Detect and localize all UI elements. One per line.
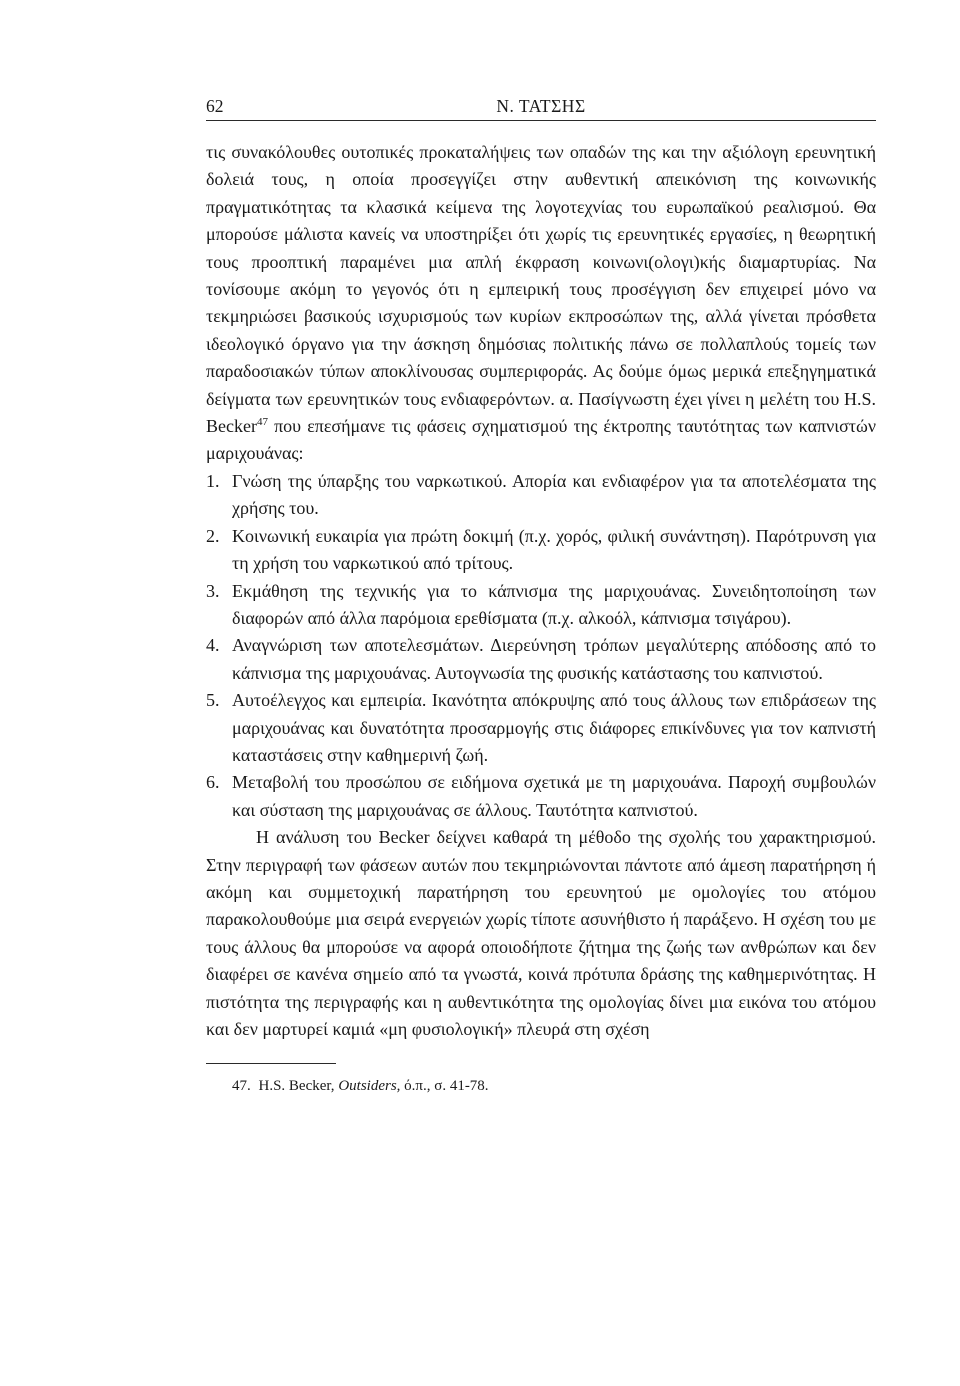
footnote-reference: 47 [256, 416, 268, 429]
page-number: 62 [206, 96, 224, 116]
paragraph-1-text: τις συνακόλουθες ουτοπικές προκαταλήψεις των οπαδών της και την αξιόλογη ερευνητική δολειά τους, η οποία προσεγγίζει στην αυθεντική απεικόνιση της κοινωνικής πραγματικότητας τα κλασικά κείμενα της λογοτεχνίας του ευρωπαϊκού ρεαλισμού. Θα μπορούσε μάλιστα κανείς να υποστηρίξει ότι χωρίς τις ερευνητικές εργασίες, η θεωρητική τους προοπτική παραμένει μια απλή έκφραση κοινωνι(ολογι)κής διαμαρτυρίας. Να τονίσουμε ακόμη το γεγονός ότι η εμπειρική τους προσέγγιση δεν επιχειρεί μόνο να τεκμηριώσει βασικούς ισχυρισμούς των κυρίων εκπροσώπων της, αλλά γίνεται πρόσθετα ιδεολογικό όργανο για την άσκηση δημόσιας πολιτικής πάνω σε πολλαπλούς τομείς των παραδοσιακών τύπων αποκλίνουσας συμπεριφοράς. Ας δούμε όμως μερικά επεξηγηματικά δείγματα των ερευνητικών τους ενδιαφερόντων. α. Πασίγνωστη έχει γίνει η μελέτη του H.S. Becker [206, 142, 876, 437]
list-item-text: Αναγνώριση των αποτελεσμάτων. Διερεύνηση τρόπων μεγαλύτερης απόδοσης από το κάπνισμα της μαριχουάνας. Αυτογνωσία της φυσικής κατάστασης του καπνιστού. [232, 635, 876, 683]
paragraph-1 [206, 139, 876, 468]
footnote-author: H.S. Becker, [258, 1078, 335, 1095]
footnote-divider [206, 1063, 336, 1064]
footnote-number: 47. [232, 1078, 251, 1095]
list-item-text: Κοινωνική ευκαιρία για πρώτη δοκιμή (π.χ. χορός, φιλική συνάντηση). Παρότρυνση για τη χρήση του ναρκωτικού από τρίτους. [232, 525, 876, 574]
list-item-2 [206, 523, 876, 578]
footnote [206, 1076, 876, 1096]
list-item-text: Εκμάθηση της τεχνικής για το κάπνισμα της μαριχουάνας. Συνειδητοποίηση των διαφορών από άλλα παρόμοια ερεθίσματα (π.χ. αλκοόλ, κάπνισμα τσιγάρου). [232, 580, 876, 628]
footnote-title: Outsiders, [338, 1078, 401, 1095]
list-item-text: Αυτοέλεγχος και εμπειρία. Ικανότητα απόκρυψης από τους άλλους των επιδράσεων της μαριχουάνας και δυνατότητα προσαρμογής στις διάφορες επικίνδυνες για τον καπνιστή καταστάσεις στην καθημερινή ζωή. [232, 690, 876, 765]
list-item-4 [206, 632, 876, 687]
running-title: Ν. ΤΑΤΣΗΣ [496, 96, 586, 116]
body-text [206, 139, 876, 1043]
list-item-number: 3. [206, 580, 220, 601]
list-item-number: 6. [206, 772, 220, 793]
footnote-pages: ό.π., σ. 41-78. [404, 1078, 489, 1095]
paragraph-2: Η ανάλυση του Becker δείχνει καθαρά τη μέθοδο της σχολής του χαρακτηρισμού. Στην περιγραφή των φάσεων αυτών που τεκμηριώνονται πάντοτε από άμεση παρατήρηση ή ακόμη και συμμετοχική παρατήρηση του ερευνητού με ομολογίες του ατόμου παρακολουθούμε μια σειρά ενεργειών χωρίς τίποτε ασυνήθιστο ή παράξενο. Η σχέση του με τους άλλους θα μπορούσε να αφορά οποιοδήποτε ζήτημα της ζωής των ανθρώπων και δεν διαφέρει σε κανένα σημείο από τα γνωστά, κοινά πρότυπα δράσης της καθημερινότητας. Η πιστότητα της περιγραφής και η αυθεντικότητα της ομολογίας δίνει μια εικόνα του ατόμου και δεν μαρτυρεί καμιά «μη φυσιολογική» πλευρά στη σχέση [206, 827, 876, 1039]
paragraph-1-continuation: που επεσήμανε τις φάσεις σχηματισμού της έκτροπης ταυτότητας των καπνιστών μαριχουάνας: [206, 416, 876, 464]
list-item-text: Μεταβολή του προσώπου σε ειδήμονα σχετικά με τη μαριχουάνα. Παροχή συμβουλών και σύσταση της μαριχουάνας σε άλλους. Ταυτότητα καπνιστού. [232, 772, 876, 820]
list-item-6 [206, 769, 876, 824]
running-head [206, 90, 876, 121]
list-item-number: 1. [206, 470, 220, 491]
page [206, 90, 876, 1096]
list-item-number: 5. [206, 690, 220, 711]
list-item-text: Γνώση της ύπαρξης του ναρκωτικού. Απορία και ενδιαφέρον για τα αποτελέσματα της χρήσης του. [232, 470, 876, 519]
list-item-number: 4. [206, 635, 220, 656]
list-item-number: 2. [206, 525, 220, 546]
list-item-1 [206, 468, 876, 523]
list-item-5 [206, 687, 876, 769]
list-item-3 [206, 578, 876, 633]
